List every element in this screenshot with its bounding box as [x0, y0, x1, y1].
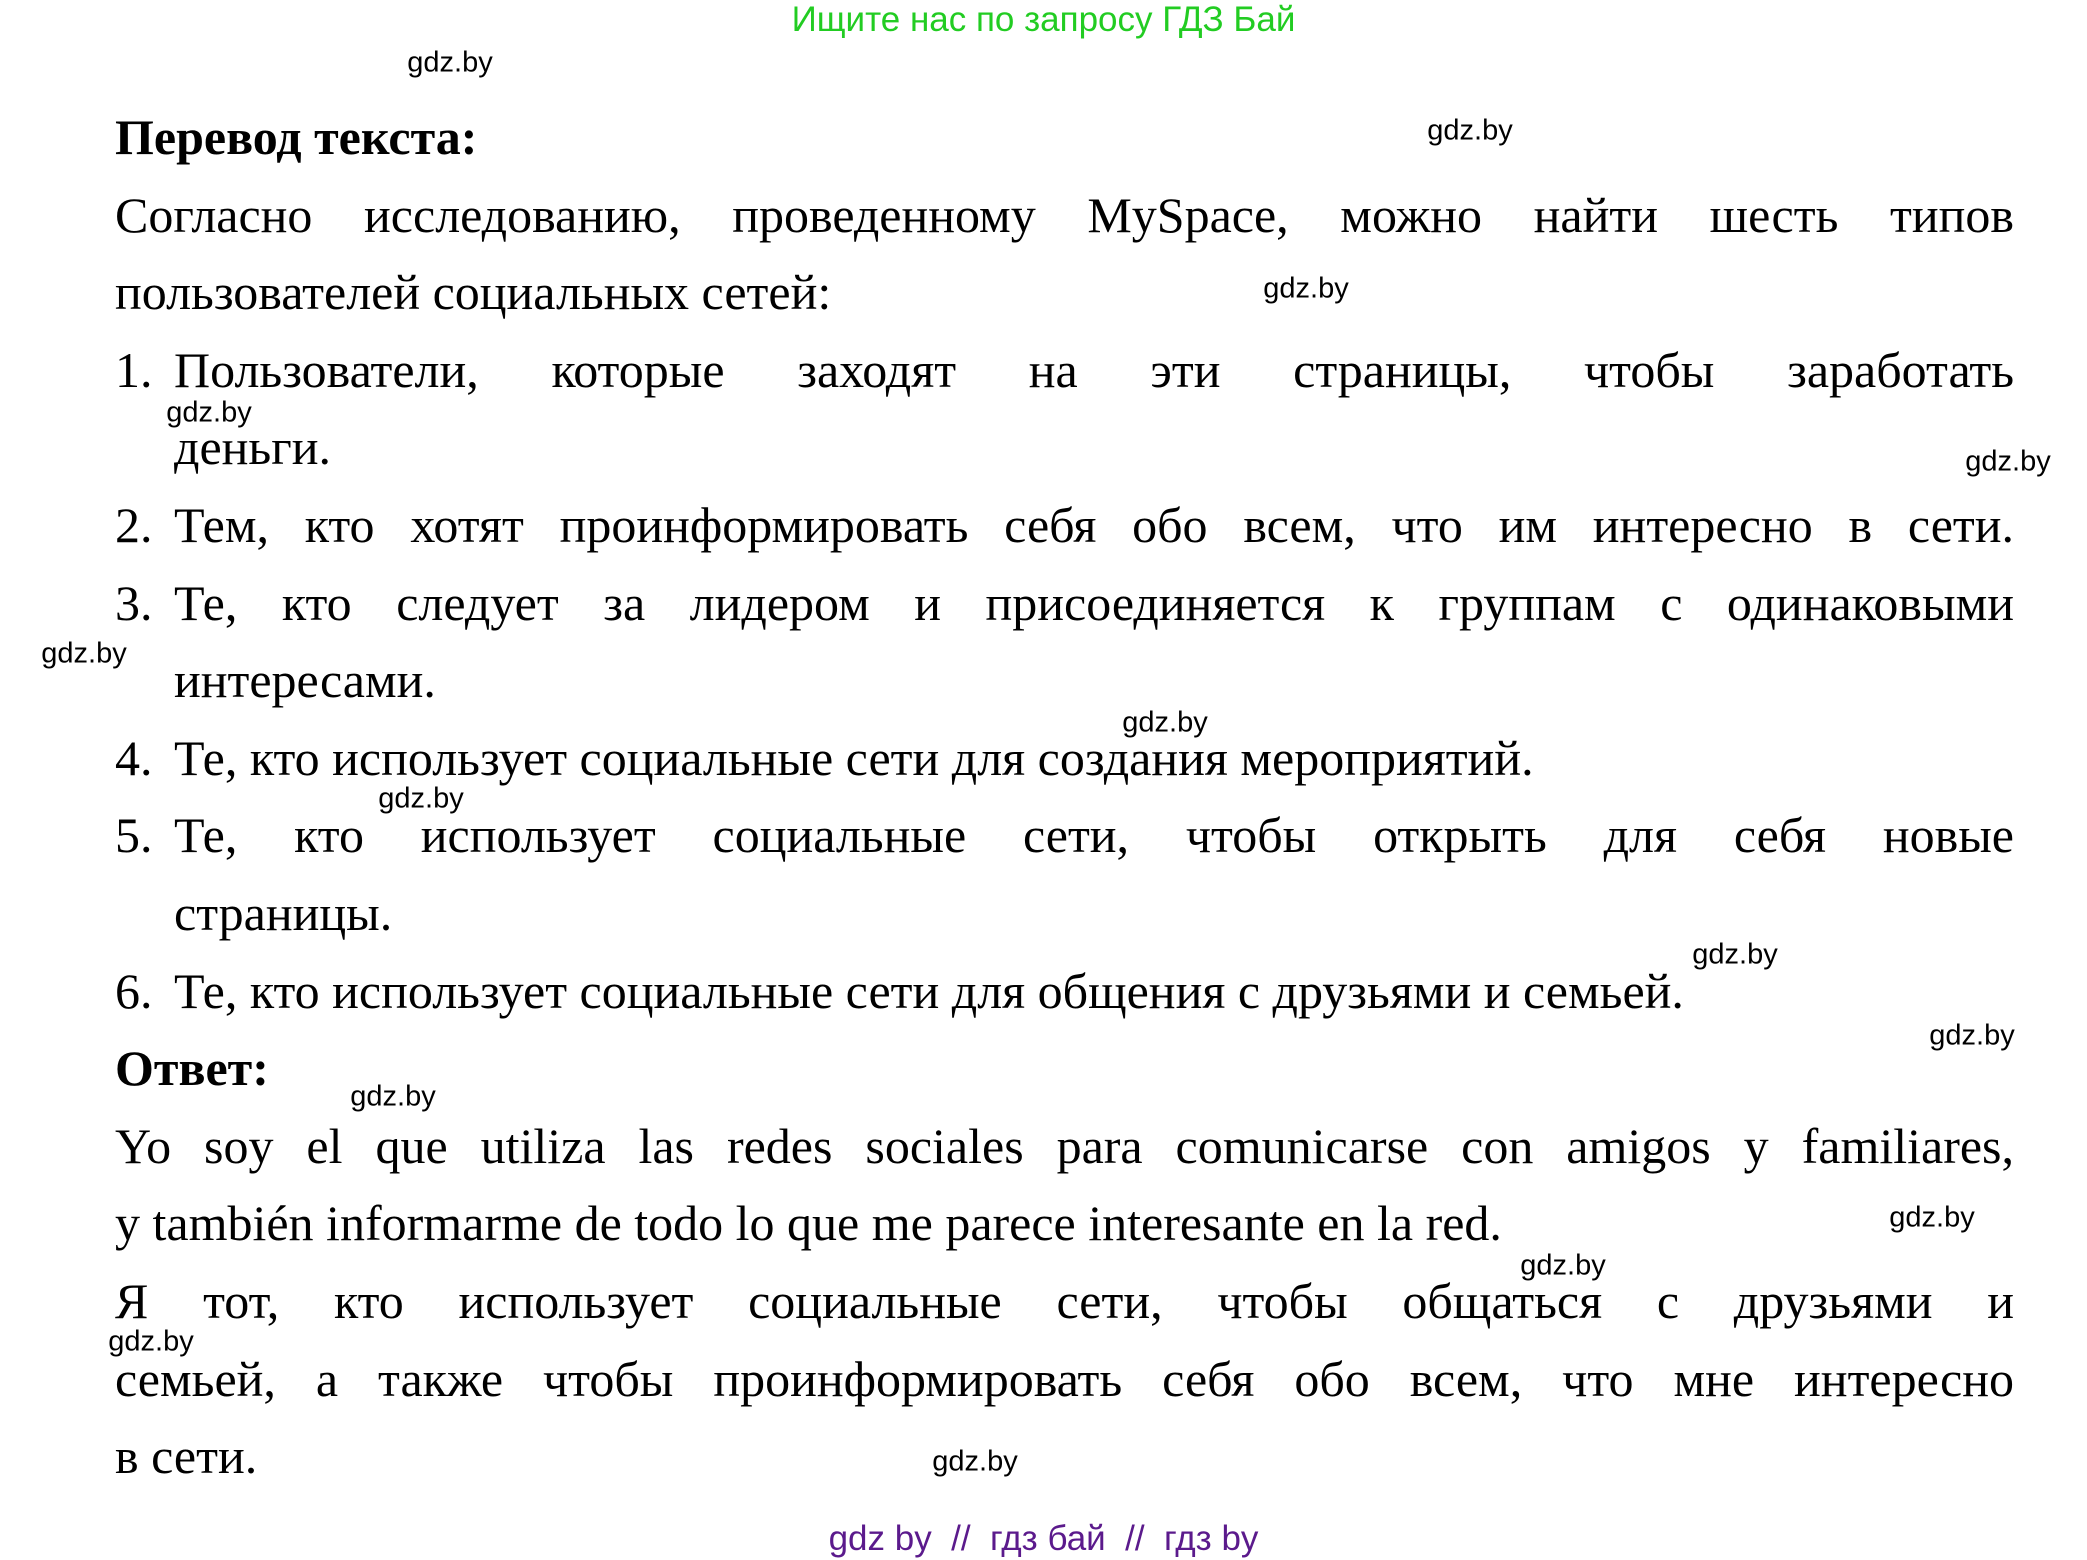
list-number: 5. [115, 807, 153, 864]
answer-spanish-line: y también informarme de todo lo que me parece interesante en la red. [115, 1195, 1502, 1252]
list-item: 6. Те, кто использует социальные сети для общения с друзьями и семьей. [115, 953, 2014, 1031]
watermark: gdz.by [407, 46, 493, 79]
list-item: 1. Пользователи, которые заходят на эти страницы, чтобы заработать [115, 332, 2014, 410]
answer-russian-line: в сети. [115, 1428, 258, 1485]
watermark: gdz.by [1965, 445, 2051, 478]
watermark: gdz.by [166, 396, 252, 429]
search-banner: Ищите нас по запросу ГДЗ Бай [791, 0, 1296, 39]
answer-russian-line: семьей, а также чтобы проинформировать себя обо всем, что мне интересно [115, 1350, 2014, 1407]
watermark: gdz.by [1692, 938, 1778, 971]
list-item-continuation: деньги. [174, 419, 331, 476]
intro-line: пользователей социальных сетей: [115, 264, 832, 321]
heading-translation: Перевод текста: [115, 109, 478, 165]
list-item-continuation: интересами. [174, 652, 436, 709]
list-number: 3. [115, 574, 153, 631]
watermark: gdz.by [1889, 1201, 1975, 1234]
watermark: gdz.by [1929, 1019, 2015, 1052]
watermark: gdz.by [108, 1325, 194, 1358]
watermark: gdz.by [1122, 706, 1208, 739]
list-item: 4. Те, кто использует социальные сети для создания мероприятий. [115, 720, 2014, 798]
list-number: 2. [115, 496, 153, 553]
answer-russian-line: Я тот, кто использует социальные сети, чтобы общаться с друзьями и [115, 1272, 2014, 1329]
watermark: gdz.by [1520, 1249, 1606, 1282]
list-item-continuation: страницы. [174, 884, 393, 941]
watermark: gdz.by [350, 1080, 436, 1113]
watermark: gdz.by [1263, 272, 1349, 305]
footer-links: gdz by // гдз бай // гдз by [828, 1519, 1259, 1558]
watermark: gdz.by [1427, 114, 1513, 147]
list-number: 4. [115, 729, 153, 786]
heading-answer: Ответ: [115, 1040, 269, 1097]
watermark: gdz.by [41, 637, 127, 670]
list-item: 2. Тем, кто хотят проинформировать себя обо всем, что им интересно в сети. [115, 487, 2014, 565]
answer-spanish-line: Yo soy el que utiliza las redes sociales para comunicarse con amigos y familiares, [115, 1117, 2014, 1174]
watermark: gdz.by [378, 782, 464, 815]
list-item: 5. Те, кто использует социальные сети, чтобы открыть для себя новые [115, 797, 2014, 875]
watermark: gdz.by [932, 1445, 1018, 1478]
intro-line: Согласно исследованию, проведенному MySpace, можно найти шесть типов [115, 186, 2014, 243]
list-number: 6. [115, 962, 153, 1019]
list-number: 1. [115, 341, 153, 398]
list-item: 3. Те, кто следует за лидером и присоединяется к группам с одинаковыми [115, 565, 2014, 643]
